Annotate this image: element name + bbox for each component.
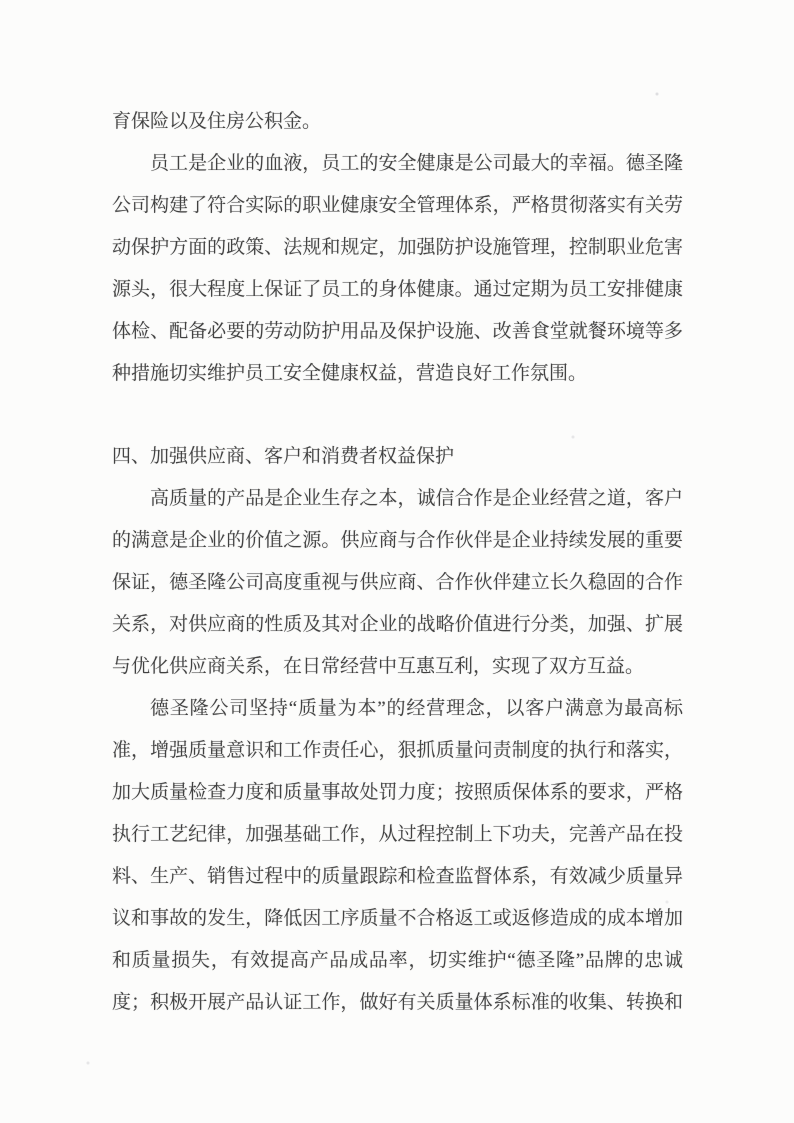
text-line: 保证，德圣隆公司高度重视与供应商、合作伙伴建立长久稳固的合作 — [112, 572, 683, 593]
text-line: 议和事故的发生，降低因工序质量不合格返工或返修造成的成本增加 — [112, 908, 683, 929]
text-line: 德圣隆公司坚持“质量为本”的经营理念，以客户满意为最高标 — [150, 698, 683, 719]
text-line: 准，增强质量意识和工作责任心，狠抓质量问责制度的执行和落实， — [112, 740, 683, 761]
text-line: 公司构建了符合实际的职业健康安全管理体系，严格贯彻落实有关劳 — [112, 195, 683, 216]
section-heading: 四、加强供应商、客户和消费者权益保护 — [112, 446, 455, 467]
text-line: 关系，对供应商的性质及其对企业的战略价值进行分类，加强、扩展 — [112, 614, 683, 635]
text-line: 度；积极开展产品认证工作，做好有关质量体系标准的收集、转换和 — [112, 992, 683, 1013]
text-line: 高质量的产品是企业生存之本，诚信合作是企业经营之道，客户 — [150, 488, 683, 509]
text-line: 种措施切实维护员工安全健康权益，营造良好工作氛围。 — [112, 363, 588, 384]
text-line: 加大质量检查力度和质量事故处罚力度；按照质保体系的要求，严格 — [112, 782, 683, 803]
paragraph-gap — [112, 395, 683, 436]
text-line: 动保护方面的政策、法规和规定，加强防护设施管理，控制职业危害 — [112, 237, 683, 258]
text-line: 体检、配备必要的劳动防护用品及保护设施、改善食堂就餐环境等多 — [112, 321, 683, 342]
text-line: 员工是企业的血液，员工的安全健康是公司最大的幸福。德圣隆 — [150, 153, 683, 174]
text-line: 和质量损失，有效提高产品成品率，切实维护“德圣隆”品牌的忠诚 — [112, 950, 683, 971]
text-line: 与优化供应商关系，在日常经营中互惠互利，实现了双方互益。 — [112, 656, 645, 677]
text-line: 育保险以及住房公积金。 — [112, 111, 322, 132]
text-line: 执行工艺纪律，加强基础工作，从过程控制上下功夫，完善产品在投 — [112, 824, 683, 845]
document-lines — [112, 101, 683, 1024]
text-line: 料、生产、销售过程中的质量跟踪和检查监督体系，有效减少质量异 — [112, 866, 683, 887]
text-line: 源头，很大程度上保证了员工的身体健康。通过定期为员工安排健康 — [112, 279, 683, 300]
text-line: 的满意是企业的价值之源。供应商与合作伙伴是企业持续发展的重要 — [112, 530, 683, 551]
